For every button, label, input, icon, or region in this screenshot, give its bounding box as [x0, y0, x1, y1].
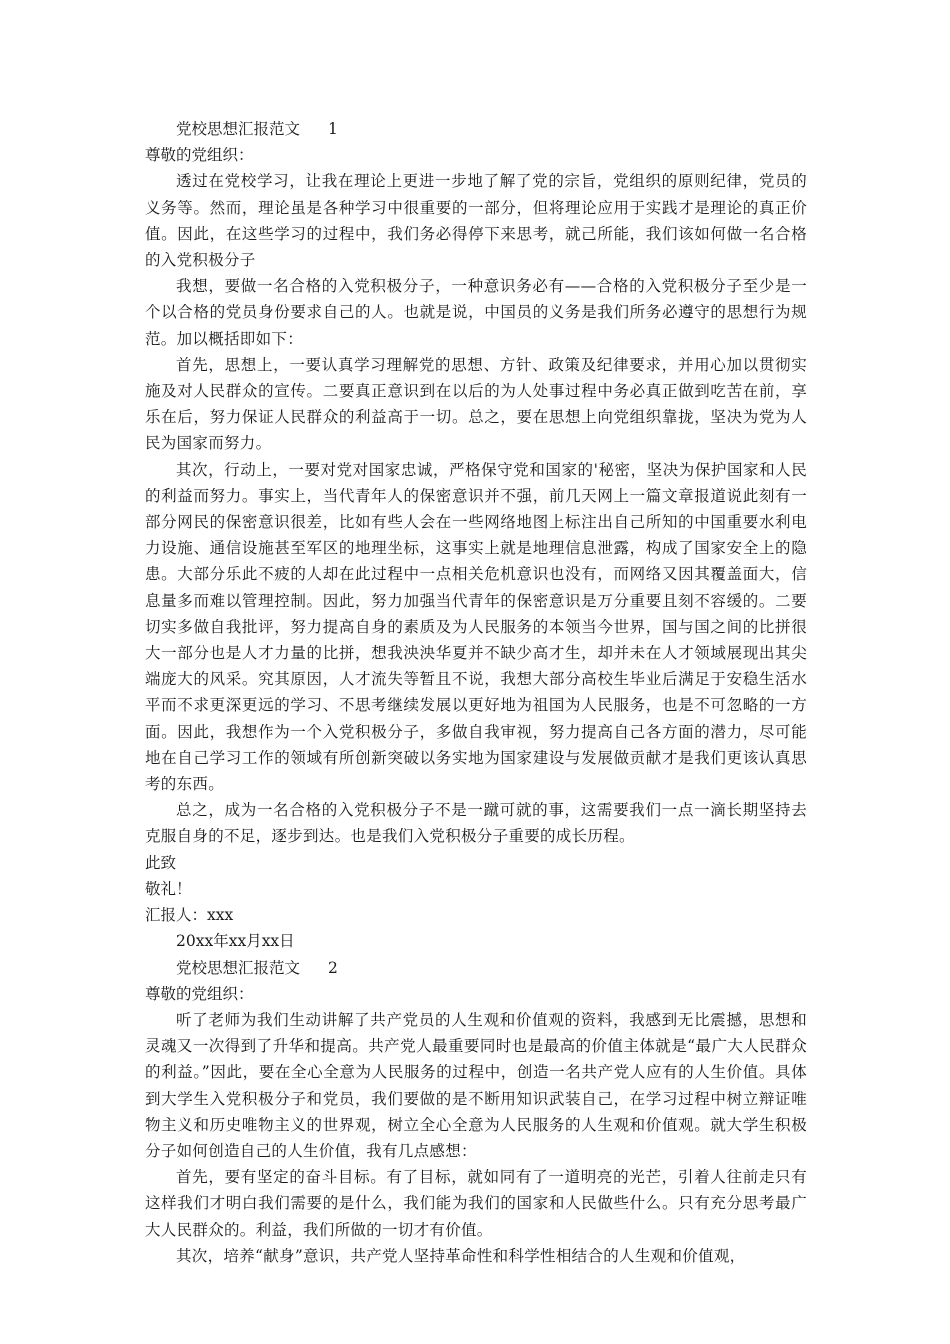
paragraph: 首先，要有坚定的奋斗目标。有了目标，就如同有了一道明亮的光芒，引着人往前走只有这样我们才明白我们需要的是什么，我们能为我们的国家和人民做些什么。只有充分思考最广大人民群众的。利益，我们所做的一切才有价值。: [145, 1168, 807, 1239]
paragraph: 我想，要做一名合格的入党积极分子，一种意识务必有——合格的入党积极分子至少是一个以合格的党员身份要求自己的人。也就是说，中国员的义务是我们所务必遵守的思想行为规范。加以概括即如下：: [145, 277, 807, 348]
article-number: 1: [328, 120, 338, 138]
article-title-text: 党校思想汇报范文: [176, 120, 301, 138]
paragraph: 透过在党校学习，让我在理论上更进一步地了解了党的宗旨，党组织的原则纪律，党员的义务等。然而，理论虽是各种学习中很重要的一部分，但将理论应用于实践才是理论的真正价值。因此，在这些学习的过程中，我们务必得停下来思考，就己所能，我们该如何做一名合格的入党积极分子: [145, 172, 807, 270]
salutation: 尊敬的党组织：: [145, 146, 254, 165]
closing-salute: 敬礼！: [145, 879, 192, 898]
closing-line: 此致: [145, 853, 177, 872]
date-line: 20xx年xx月xx日: [176, 932, 295, 951]
article-number: 2: [328, 958, 338, 977]
paragraph: 其次，培养“献身”意识，共产党人坚持革命性和科学性相结合的人生观和价值观，: [176, 1246, 746, 1265]
paragraph: 总之，成为一名合格的入党积极分子不是一蹴可就的事，这需要我们一点一滴长期坚持去克服自身的不足，逐步到达。也是我们入党积极分子重要的成长历程。: [145, 801, 807, 846]
article-title: [145, 116, 807, 142]
salutation: 尊敬的党组织：: [145, 984, 254, 1003]
paragraph: 其次，行动上，一要对党对国家忠诚，严格保守党和国家的'秘密，坚决为保护国家和人民的利益而努力。事实上，当代青年人的保密意识并不强，前几天网上一篇文章报道说此刻有一部分网民的保密意识很差，比如有些人会在一些网络地图上标注出自己所知的中国重要水利电力设施、通信设施甚至军区的地理坐标，这事实上就是地理信息泄露，构成了国家安全上的隐患。大部分乐此不疲的人却在此过程中一点相关危机意识也没有，而网络又因其覆盖面大，信息量多而难以管理控制。因此，努力加强当代青年的保密意识是万分重要且刻不容缓的。二要切实多做自我批评，努力提高自身的素质及为人民服务的本领当今世界，国与国之间的比拼很大一部分也是人才力量的比拼，想我泱泱华夏并不缺少高才生，却并未在人才领域展现出其尖端庞大的风采。究其原因，人才流失等暂且不说，我想大部分高校生毕业后满足于安稳生活水平而不求更深更远的学习、不思考继续发展以更好地为祖国为人民服务，也是不可忽略的一方面。因此，我想作为一个入党积极分子，多做自我审视，努力提高自己各方面的潜力，尽可能地在自己学习工作的领域有所创新突破以务实地为国家建设与发展做贡献才是我们更该认真思考的东西。: [145, 460, 807, 794]
article-title-text: 党校思想汇报范文: [176, 958, 301, 977]
article-title: [145, 955, 807, 981]
document-page: [145, 116, 807, 1269]
reporter-line: 汇报人：xxx: [145, 906, 234, 925]
paragraph: 听了老师为我们生动讲解了共产党员的人生观和价值观的资料，我感到无比震撼，思想和灵魂又一次得到了升华和提高。共产党人最重要同时也是最高的价值主体就是“最广大人民群众的利益。”因此，要在全心全意为人民服务的过程中，创造一名共产党人应有的人生价值。具体到大学生入党积极分子和党员，我们要做的是不断用知识武装自己，在学习过程中树立辩证唯物主义和历史唯物主义的世界观，树立全心全意为人民服务的人生观和价值观。就大学生积极分子如何创造自己的人生价值，我有几点感想：: [145, 1010, 807, 1160]
paragraph: 首先，思想上，一要认真学习理解党的思想、方针、政策及纪律要求，并用心加以贯彻实施及对人民群众的宣传。二要真正意识到在以后的为人处事过程中务必真正做到吃苦在前，享乐在后，努力保证人民群众的利益高于一切。总之，要在思想上向党组织靠拢，坚决为党为人民为国家而努力。: [145, 355, 807, 453]
